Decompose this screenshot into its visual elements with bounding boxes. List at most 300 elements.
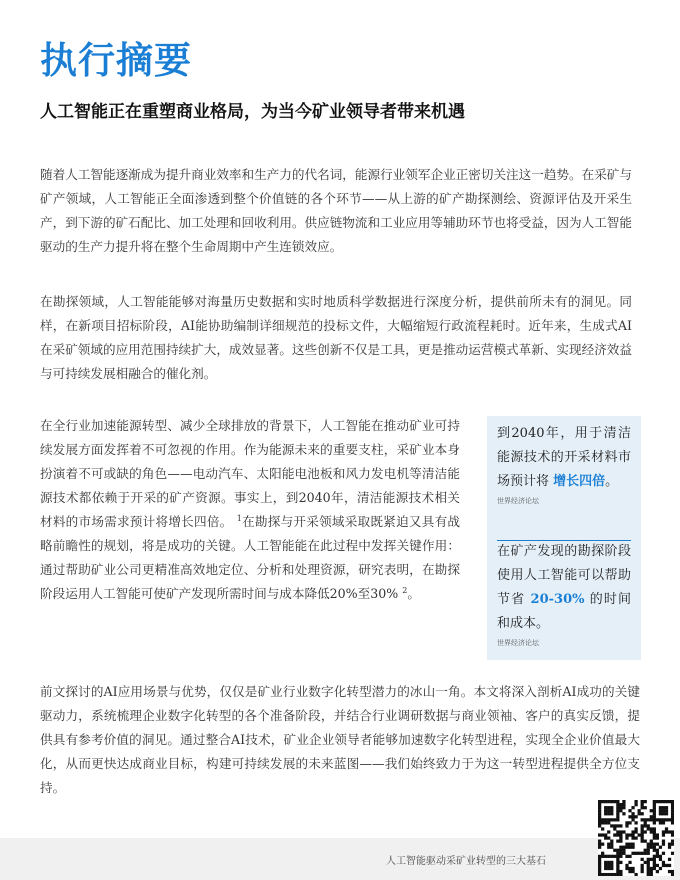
qr-module [604, 818, 607, 821]
qr-module [616, 867, 619, 870]
qr-module [625, 855, 628, 858]
qr-module [653, 806, 656, 809]
qr-module [638, 812, 641, 815]
qr-module [647, 861, 650, 864]
stat-callout-2-pre: 在矿产发现的勘探阶段使用人工智能可以帮助节省 [497, 544, 631, 607]
qr-module [601, 873, 604, 876]
qr-module [650, 827, 653, 830]
qr-module [616, 864, 619, 867]
qr-module [653, 821, 656, 824]
paragraph-sustainability-end: 。 [407, 586, 420, 601]
qr-module [665, 818, 668, 821]
footer-text: 人工智能驱动采矿业转型的三大基石 [386, 856, 546, 867]
qr-module [616, 809, 619, 812]
qr-module [659, 867, 662, 870]
qr-module [656, 843, 659, 846]
qr-module [634, 815, 637, 818]
qr-module [665, 827, 668, 830]
qr-module [607, 846, 610, 849]
qr-module [671, 821, 674, 824]
qr-module [662, 840, 665, 843]
qr-module [668, 818, 671, 821]
qr-module [641, 836, 644, 839]
qr-module [610, 818, 613, 821]
qr-module [607, 836, 610, 839]
qr-module [619, 852, 622, 855]
qr-module [631, 870, 634, 873]
qr-module [671, 873, 674, 876]
qr-module [613, 800, 616, 803]
qr-module [619, 836, 622, 839]
qr-module [656, 864, 659, 867]
qr-module [647, 846, 650, 849]
qr-module [656, 870, 659, 873]
qr-module [619, 849, 622, 852]
qr-module [641, 867, 644, 870]
qr-module [598, 864, 601, 867]
qr-module [665, 830, 668, 833]
qr-module [650, 870, 653, 873]
qr-module [650, 818, 653, 821]
qr-module [598, 821, 601, 824]
stat-callout-2 [497, 540, 631, 648]
qr-module [604, 864, 607, 867]
qr-module [659, 818, 662, 821]
qr-module [647, 824, 650, 827]
qr-module [604, 833, 607, 836]
qr-module [665, 864, 668, 867]
qr-module [616, 812, 619, 815]
qr-module [628, 821, 631, 824]
qr-module [650, 858, 653, 861]
qr-module [650, 809, 653, 812]
qr-module [631, 806, 634, 809]
qr-module [604, 873, 607, 876]
stat-callout-2-highlight: 20-30% [530, 592, 585, 607]
qr-module [653, 836, 656, 839]
qr-module [647, 870, 650, 873]
qr-module [659, 855, 662, 858]
qr-module [631, 852, 634, 855]
qr-module [625, 867, 628, 870]
qr-module [610, 861, 613, 864]
qr-module [619, 803, 622, 806]
qr-module [622, 800, 625, 803]
qr-module [671, 843, 674, 846]
qr-module [641, 858, 644, 861]
qr-module [665, 812, 668, 815]
qr-module [644, 821, 647, 824]
qr-module [650, 843, 653, 846]
qr-module [601, 827, 604, 830]
qr-module [653, 858, 656, 861]
qr-module [641, 864, 644, 867]
qr-module [619, 809, 622, 812]
qr-module [653, 818, 656, 821]
qr-module [619, 855, 622, 858]
qr-module [631, 846, 634, 849]
paragraph-sustainability-part1: 在全行业加速能源转型、减少全球排放的背景下，人工智能在推动矿业可持续发展方面发挥着不可忽视的作用。作为能源未来的重要支柱，采矿业本身扮演着不可或缺的角色——电动汽车、太阳能电池板和风力发电机等清洁能源技术都依赖于开采的矿产资源。事实上，到2040年，清洁能源技术相关材料的市场需求预计将增长四倍。 [40, 418, 460, 529]
qr-code-icon [598, 800, 674, 876]
qr-module [665, 806, 668, 809]
stat-callout-1-post: 。 [605, 474, 619, 489]
stat-callout-2-post: 的时间和成本。 [497, 592, 631, 631]
qr-module [647, 867, 650, 870]
qr-module [650, 815, 653, 818]
qr-module [628, 843, 631, 846]
qr-module [650, 830, 653, 833]
qr-module [628, 861, 631, 864]
qr-module [610, 824, 613, 827]
paragraph-conclusion: 前文探讨的AI应用场景与优势，仅仅是矿业行业数字化转型潜力的冰山一角。本文将深入剖析AI成功的关键驱动力，系统梳理企业数字化转型的各个准备阶段，并结合行业调研数据与商业领袖、客户的真实反馈，提供具有参考价值的洞见。通过整合AI技术，矿业企业领导者能够加速数字化转型进程，实现全企业价值最大化，从而更快达成商业目标，构建可持续发展的未来蓝图——我们始终致力于为这一转型进程提供全方位支持。 [40, 684, 640, 795]
qr-module [610, 812, 613, 815]
qr-module [601, 818, 604, 821]
qr-module [598, 846, 601, 849]
paragraph-sustainability [40, 414, 460, 606]
qr-module [662, 821, 665, 824]
qr-module [601, 800, 604, 803]
qr-module [653, 803, 656, 806]
qr-module [653, 800, 656, 803]
qr-module [598, 824, 601, 827]
paragraph-exploration: 在勘探领域，人工智能能够对海量历史数据和实时地质科学数据进行深度分析，提供前所未有的洞见。同样，在新项目招标阶段，AI能协助编制详细规范的投标文件，大幅缩短行政流程耗时。近年来，生成式AI在采矿领域的应用范围持续扩大，成效显著。这些创新不仅是工具，更是推动运营模式革新、实现经济效益与可持续发展相融合的催化剂。 [40, 294, 632, 381]
qr-module [662, 806, 665, 809]
qr-module [631, 830, 634, 833]
qr-module [628, 867, 631, 870]
qr-module [616, 833, 619, 836]
qr-module [604, 812, 607, 815]
stat-callout-2-source: 世界经济论坛 [497, 639, 539, 647]
page-subtitle: 人工智能正在重塑商业格局，为当今矿业领导者带来机遇 [40, 102, 465, 122]
qr-module [598, 833, 601, 836]
qr-module [607, 830, 610, 833]
qr-module [665, 800, 668, 803]
qr-module [641, 830, 644, 833]
qr-module [598, 806, 601, 809]
qr-module [598, 843, 601, 846]
qr-module [622, 846, 625, 849]
qr-module [607, 861, 610, 864]
qr-module [644, 818, 647, 821]
qr-module [653, 833, 656, 836]
qr-module [671, 806, 674, 809]
qr-module [641, 812, 644, 815]
qr-module [625, 824, 628, 827]
qr-module [644, 861, 647, 864]
qr-module [613, 849, 616, 852]
qr-module [644, 840, 647, 843]
qr-module [607, 818, 610, 821]
qr-module [641, 806, 644, 809]
qr-module [641, 870, 644, 873]
qr-module [598, 815, 601, 818]
qr-module [601, 855, 604, 858]
qr-module [653, 827, 656, 830]
qr-module [650, 867, 653, 870]
qr-module [610, 843, 613, 846]
qr-module [656, 855, 659, 858]
qr-module [671, 812, 674, 815]
qr-module [613, 827, 616, 830]
stat-callout-2-text [497, 540, 631, 636]
qr-module [613, 873, 616, 876]
qr-module [638, 809, 641, 812]
paragraph-intro: 随着人工智能逐渐成为提升商业效率和生产力的代名词，能源行业领军企业正密切关注这一趋势。在采矿与矿产领域，人工智能正全面渗透到整个价值链的各个环节——从上游的矿产勘探测绘、资源评估及开采生产，到下游的矿石配比、加工处理和回收利用。供应链物流和工业应用等辅助环节也将受益，因为人工智能驱动的生产力提升将在整个生命周期中产生连锁效应。 [40, 167, 632, 254]
qr-module [616, 840, 619, 843]
qr-module [610, 864, 613, 867]
stat-callout-1-highlight: 增长四倍 [553, 474, 606, 489]
qr-module [604, 809, 607, 812]
qr-module [604, 855, 607, 858]
qr-module [647, 873, 650, 876]
qr-module [598, 858, 601, 861]
qr-module [662, 809, 665, 812]
qr-module [628, 855, 631, 858]
qr-module [634, 800, 637, 803]
qr-module [671, 852, 674, 855]
qr-module [644, 824, 647, 827]
qr-module [610, 809, 613, 812]
qr-module [598, 867, 601, 870]
qr-module [604, 806, 607, 809]
qr-module [671, 809, 674, 812]
qr-module [647, 849, 650, 852]
qr-module [634, 873, 637, 876]
qr-module [653, 812, 656, 815]
qr-module [628, 809, 631, 812]
qr-module [622, 849, 625, 852]
qr-module [607, 812, 610, 815]
qr-module [647, 864, 650, 867]
qr-module [616, 858, 619, 861]
qr-module [607, 864, 610, 867]
qr-module [662, 861, 665, 864]
qr-module [610, 800, 613, 803]
qr-module [647, 827, 650, 830]
qr-module [634, 803, 637, 806]
qr-module [653, 849, 656, 852]
qr-module [653, 867, 656, 870]
qr-module [616, 873, 619, 876]
qr-module [598, 840, 601, 843]
qr-module [601, 843, 604, 846]
qr-module [659, 800, 662, 803]
qr-module [607, 855, 610, 858]
qr-module [616, 849, 619, 852]
qr-module [656, 836, 659, 839]
qr-module [668, 870, 671, 873]
qr-module [598, 809, 601, 812]
qr-module [671, 815, 674, 818]
qr-module [619, 840, 622, 843]
qr-module [607, 821, 610, 824]
qr-module [616, 803, 619, 806]
qr-module [610, 840, 613, 843]
qr-module [653, 864, 656, 867]
qr-module [613, 833, 616, 836]
qr-module [668, 858, 671, 861]
qr-module [607, 867, 610, 870]
qr-module [631, 815, 634, 818]
qr-module [653, 809, 656, 812]
qr-module [628, 815, 631, 818]
qr-module [662, 830, 665, 833]
qr-module [662, 852, 665, 855]
qr-module [662, 843, 665, 846]
qr-module [641, 803, 644, 806]
qr-module [631, 843, 634, 846]
page-title: 执行摘要 [40, 39, 192, 82]
qr-module [610, 867, 613, 870]
qr-module [616, 818, 619, 821]
qr-module [616, 861, 619, 864]
qr-module [634, 830, 637, 833]
qr-module [604, 821, 607, 824]
qr-module [671, 870, 674, 873]
qr-module [671, 800, 674, 803]
stat-callout-1-source: 世界经济论坛 [497, 497, 539, 505]
qr-module [668, 846, 671, 849]
qr-module [665, 809, 668, 812]
qr-module [634, 827, 637, 830]
qr-module [653, 846, 656, 849]
qr-module [659, 846, 662, 849]
page-footer [0, 838, 680, 880]
qr-module [671, 818, 674, 821]
qr-module [631, 867, 634, 870]
qr-module [613, 818, 616, 821]
qr-module [607, 800, 610, 803]
qr-module [622, 803, 625, 806]
qr-module [662, 864, 665, 867]
qr-module [634, 852, 637, 855]
qr-module [662, 812, 665, 815]
qr-module [634, 821, 637, 824]
qr-module [619, 873, 622, 876]
qr-module [598, 800, 601, 803]
qr-module [644, 849, 647, 852]
qr-module [604, 836, 607, 839]
qr-module [613, 855, 616, 858]
stat-callout-1-text [497, 422, 631, 494]
qr-module [668, 864, 671, 867]
qr-module [631, 833, 634, 836]
qr-module [610, 806, 613, 809]
qr-module [598, 803, 601, 806]
qr-module [616, 824, 619, 827]
qr-module [598, 818, 601, 821]
qr-module [613, 824, 616, 827]
callout-divider [497, 540, 631, 541]
qr-module [671, 840, 674, 843]
qr-module [616, 855, 619, 858]
qr-module [616, 852, 619, 855]
qr-module [607, 809, 610, 812]
qr-module [659, 821, 662, 824]
qr-module [616, 800, 619, 803]
qr-module [653, 861, 656, 864]
qr-module [659, 858, 662, 861]
qr-module [659, 809, 662, 812]
qr-module [625, 843, 628, 846]
qr-module [641, 818, 644, 821]
qr-module [644, 830, 647, 833]
qr-module [619, 806, 622, 809]
qr-module [604, 867, 607, 870]
qr-module [638, 852, 641, 855]
qr-module [641, 824, 644, 827]
qr-module [653, 843, 656, 846]
paragraph-sustainability-part2: 在勘探与开采领域采取既紧迫又具有战略前瞻性的规划，将是成功的关键。人工智能能在此过程中发挥关键作用：通过帮助矿业公司更精准高效地定位、分析和处理资源，研究表明，在勘探阶段运用人工智能可使矿产发现所需时间与成本降低20%至30% [40, 514, 461, 601]
qr-module [671, 833, 674, 836]
qr-module [634, 836, 637, 839]
qr-module [656, 833, 659, 836]
stat-callout-1-pre: 到2040年，用于清洁能源技术的开采材料市场预计将 [497, 426, 631, 489]
qr-module [641, 800, 644, 803]
qr-module [625, 833, 628, 836]
qr-module [650, 873, 653, 876]
qr-module [607, 873, 610, 876]
qr-module [668, 830, 671, 833]
qr-module [625, 821, 628, 824]
qr-module [619, 830, 622, 833]
qr-module [641, 833, 644, 836]
qr-module [619, 824, 622, 827]
qr-module [653, 830, 656, 833]
qr-module [631, 818, 634, 821]
qr-module [662, 800, 665, 803]
qr-module [647, 858, 650, 861]
qr-module [622, 830, 625, 833]
qr-module [619, 861, 622, 864]
qr-module [601, 852, 604, 855]
qr-module [659, 806, 662, 809]
qr-module [604, 861, 607, 864]
qr-module [610, 873, 613, 876]
stat-callout-box [487, 416, 641, 660]
footnote-ref-2: 2 [402, 585, 408, 595]
qr-module [662, 818, 665, 821]
footnote-ref-1: 1 [236, 513, 242, 523]
qr-module [622, 806, 625, 809]
qr-module [604, 800, 607, 803]
qr-module [616, 815, 619, 818]
qr-module [650, 846, 653, 849]
qr-module [638, 833, 641, 836]
qr-module [641, 827, 644, 830]
qr-module [607, 806, 610, 809]
qr-module [671, 803, 674, 806]
qr-module [662, 833, 665, 836]
qr-module [647, 818, 650, 821]
qr-module [610, 855, 613, 858]
qr-module [598, 870, 601, 873]
qr-module [619, 870, 622, 873]
qr-module [659, 812, 662, 815]
qr-module [616, 806, 619, 809]
qr-module [625, 864, 628, 867]
qr-module [622, 812, 625, 815]
qr-module [625, 846, 628, 849]
qr-module [644, 806, 647, 809]
qr-module [598, 855, 601, 858]
qr-module [656, 849, 659, 852]
qr-module [616, 870, 619, 873]
qr-module [644, 800, 647, 803]
qr-module [631, 836, 634, 839]
qr-module [628, 833, 631, 836]
qr-module [628, 846, 631, 849]
